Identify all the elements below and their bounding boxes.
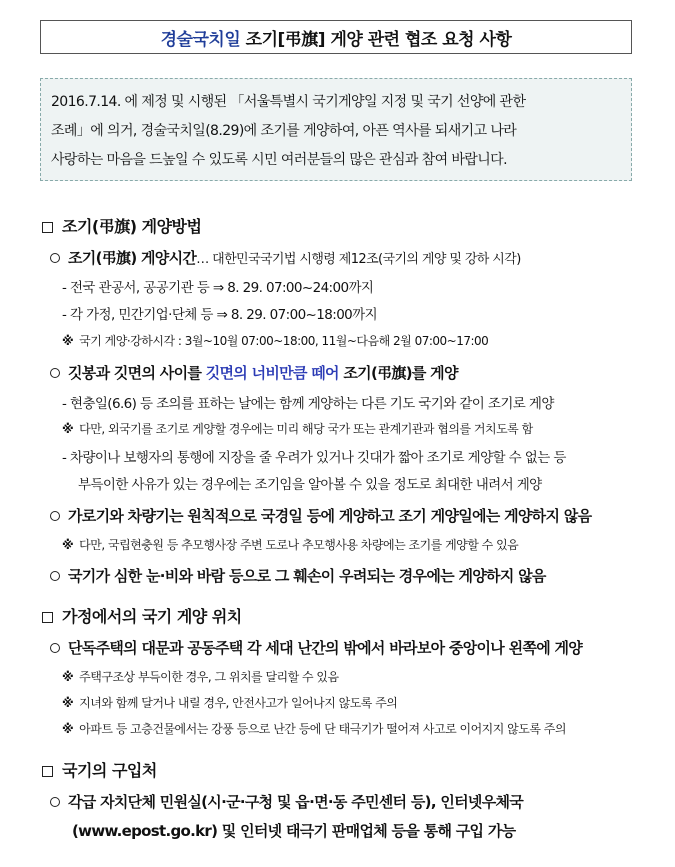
note-children-safety bbox=[62, 694, 397, 711]
bullet-bold-text: 조기(弔旗) 게양시간 bbox=[68, 249, 197, 267]
section-heading-text: 조기(弔旗) 게양방법 bbox=[62, 217, 202, 236]
section-heading-purchase bbox=[42, 758, 157, 781]
bullet-text: 단독주택의 대문과 공동주택 각 세대 난간의 밖에서 바라보아 중앙이나 왼쪽에 게양 bbox=[68, 639, 583, 657]
intro-box bbox=[40, 78, 632, 181]
note-text: 아파트 등 고층건물에서는 강풍 등으로 난간 등에 단 태극기가 떨어져 사고로 이어지지 않도록 주의 bbox=[79, 722, 566, 736]
note-mark-icon: ※ bbox=[62, 538, 74, 552]
section-heading-home-position bbox=[42, 604, 242, 627]
note-text: 주택구조상 부득이한 경우, 그 위치를 달리할 수 있음 bbox=[79, 670, 339, 684]
note-high-rise bbox=[62, 720, 566, 737]
circle-bullet-icon bbox=[50, 253, 60, 263]
intro-line-2: 조례」에 의거, 경술국치일(8.29)에 조기를 게양하여, 아픈 역사를 되새기고 나라 bbox=[51, 123, 517, 139]
document-title bbox=[40, 20, 632, 54]
bullet-flag-time bbox=[50, 247, 521, 268]
bullet-text-post: 조기(弔旗)를 게양 bbox=[338, 364, 458, 382]
circle-bullet-icon bbox=[50, 571, 60, 581]
detail-public-offices: - 전국 관공서, 공공기관 등 ⇒ 8. 29. 07:00~24:00까지 bbox=[62, 280, 374, 296]
note-structure bbox=[62, 668, 339, 685]
detail-memorial-day: - 현충일(6.6) 등 조의를 표하는 날에는 함께 게양하는 다른 기도 국기와 같이 조기로 게양 bbox=[62, 396, 554, 412]
bullet-house-position bbox=[50, 637, 582, 658]
note-mark-icon: ※ bbox=[62, 670, 74, 684]
note-mark-icon: ※ bbox=[62, 696, 74, 710]
detail-obstruction-cont: 부득이한 사유가 있는 경우에는 조기임을 알아볼 수 있을 정도로 최대한 내려서 게양 bbox=[78, 477, 542, 493]
intro-line-3: 사랑하는 마음을 드높일 수 있도록 시민 여러분들의 많은 관심과 참여 바랍니다. bbox=[51, 152, 507, 168]
title-rest: 조기[弔旗] 게양 관련 협조 요청 사항 bbox=[240, 29, 512, 50]
bullet-text: 각급 자치단체 민원실(시·군·구청 및 읍·면·동 주민센터 등), 인터넷우체국 bbox=[68, 793, 524, 811]
bullet-flag-position bbox=[50, 362, 458, 383]
bullet-bad-weather bbox=[50, 565, 546, 586]
detail-households: - 각 가정, 민간기업·단체 등 ⇒ 8. 29. 07:00~18:00까지 bbox=[62, 307, 378, 323]
note-mark-icon: ※ bbox=[62, 334, 74, 348]
circle-bullet-icon bbox=[50, 643, 60, 653]
note-flag-hours bbox=[62, 332, 488, 349]
intro-line-1: 2016.7.14. 에 제정 및 시행된 「서울특별시 국기게양일 지정 및 국기 선양에 관한 bbox=[51, 94, 526, 110]
square-bullet-icon bbox=[42, 766, 53, 777]
section-heading-flag-method bbox=[42, 214, 201, 237]
bullet-text: 가로기와 차량기는 원칙적으로 국경일 등에 게양하고 조기 게양일에는 게양하지 않음 bbox=[68, 507, 592, 525]
circle-bullet-icon bbox=[50, 797, 60, 807]
bullet-purchase-places bbox=[50, 791, 523, 812]
square-bullet-icon bbox=[42, 612, 53, 623]
note-foreign-flag bbox=[62, 420, 533, 437]
note-memorial-vehicles bbox=[62, 536, 518, 553]
note-mark-icon: ※ bbox=[62, 422, 74, 436]
note-text: 지녀와 함께 달거나 내릴 경우, 안전사고가 일어나지 않도록 주의 bbox=[79, 696, 398, 710]
section-heading-text: 국기의 구입처 bbox=[62, 761, 157, 780]
circle-bullet-icon bbox=[50, 368, 60, 378]
note-mark-icon: ※ bbox=[62, 722, 74, 736]
bullet-text: 국기가 심한 눈·비와 바람 등으로 그 훼손이 우려되는 경우에는 게양하지 않음 bbox=[68, 567, 546, 585]
section-heading-text: 가정에서의 국기 게양 위치 bbox=[62, 607, 242, 626]
bullet-street-flags bbox=[50, 505, 591, 526]
note-text: 다만, 외국기를 조기로 게양할 경우에는 미리 해당 국가 또는 관계기관과 협의를 거치도록 함 bbox=[79, 422, 533, 436]
circle-bullet-icon bbox=[50, 511, 60, 521]
note-text: 다만, 국립현충원 등 추모행사장 주변 도로나 추모행사용 차량에는 조기를 게양할 수 있음 bbox=[79, 538, 519, 552]
note-text: 국기 게양·강하시각 : 3월~10월 07:00~18:00, 11월~다음해 2월 07:00~17:00 bbox=[79, 334, 489, 348]
bullet-purchase-places-cont: (www.epost.go.kr) 및 인터넷 태극기 판매업체 등을 통해 구입 가능 bbox=[72, 822, 516, 840]
square-bullet-icon bbox=[42, 222, 53, 233]
bullet-text-highlight: 깃면의 너비만큼 떼어 bbox=[205, 364, 339, 382]
title-highlight: 경술국치일 bbox=[160, 29, 241, 50]
bullet-light-text: … 대한민국국기법 시행령 제12조(국기의 게양 및 강하 시각) bbox=[196, 252, 521, 267]
detail-obstruction: - 차량이나 보행자의 통행에 지장을 줄 우려가 있거나 깃대가 짧아 조기로 게양할 수 없는 등 bbox=[62, 450, 566, 466]
bullet-text-pre: 깃봉과 깃면의 사이를 bbox=[68, 364, 206, 382]
